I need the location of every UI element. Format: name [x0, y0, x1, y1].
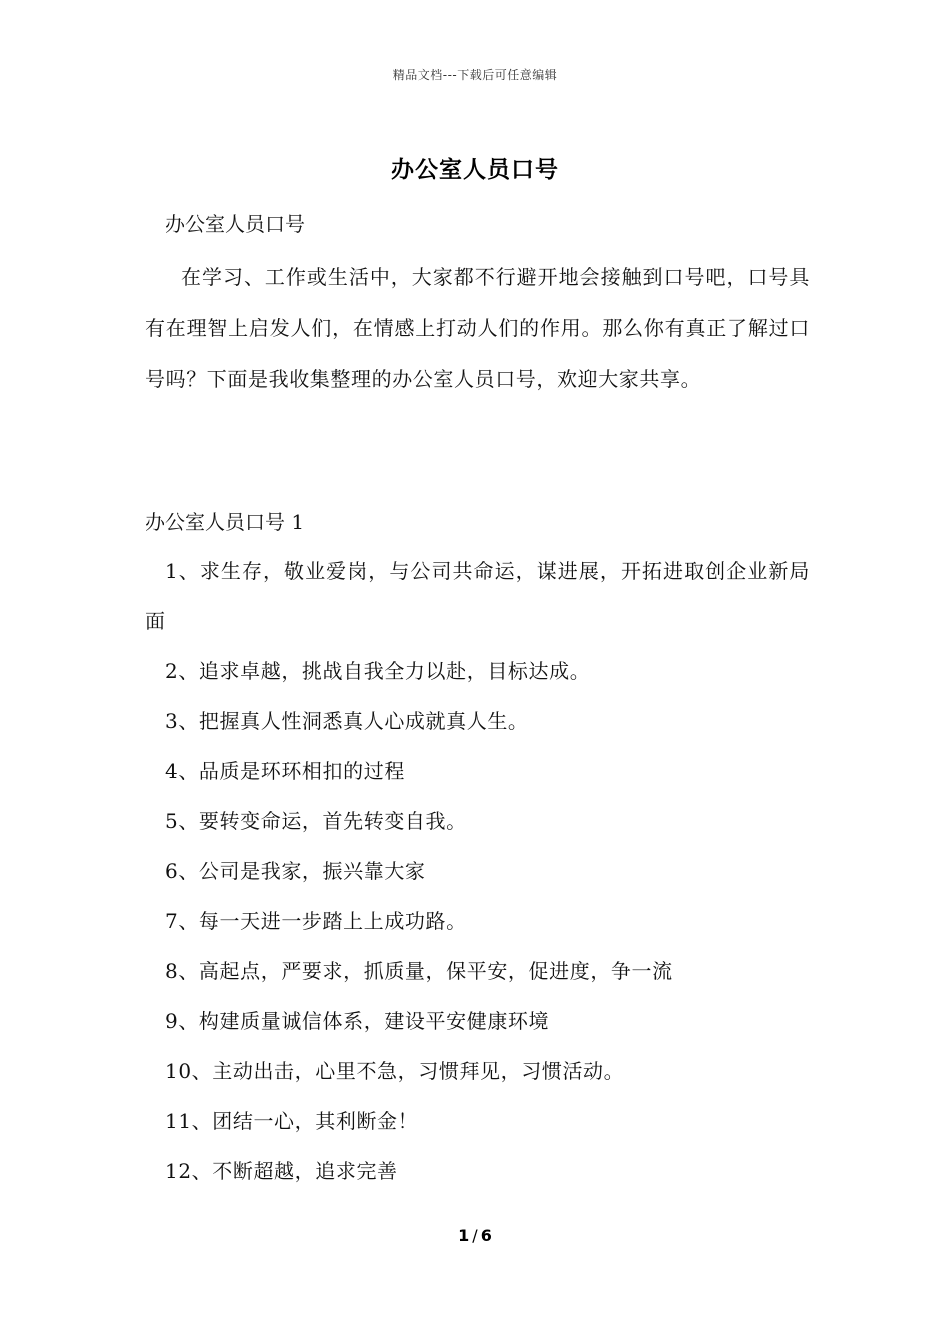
list-item: 1、求生存，敬业爱岗，与公司共命运，谋进展，开拓进取创企业新局面 [145, 559, 810, 633]
intro-paragraph: 在学习、工作或生活中，大家都不行避开地会接触到口号吧，口号具有在理智上启发人们，在情感上打动人们的作用。那么你有真正了解过口号吗？下面是我收集整理的办公室人员口号，欢迎大家共享。 [145, 265, 810, 391]
section-heading: 办公室人员口号 1 [145, 510, 305, 534]
page-header: 精品文档---下载后可任意编辑 [392, 68, 558, 82]
list-item: 3、把握真人性洞悉真人心成就真人生。 [165, 709, 529, 733]
list-item: 9、构建质量诚信体系，建设平安健康环境 [165, 1009, 550, 1033]
page-separator: / [472, 1226, 478, 1245]
list-item: 7、每一天进一步踏上上成功路。 [165, 909, 467, 933]
list-item: 8、高起点，严要求，抓质量，保平安，促进度，争一流 [165, 959, 673, 983]
current-page: 1 [458, 1226, 470, 1245]
document-title: 办公室人员口号 [391, 156, 559, 183]
total-pages: 6 [480, 1226, 492, 1245]
list-item: 2、追求卓越，挑战自我全力以赴，目标达成。 [165, 659, 591, 683]
list-item: 10、主动出击，心里不急，习惯拜见，习惯活动。 [165, 1059, 625, 1083]
list-item: 4、品质是环环相扣的过程 [165, 759, 405, 783]
list-item: 11、团结一心，其利断金！ [165, 1109, 419, 1133]
document-subtitle: 办公室人员口号 [165, 212, 305, 236]
slogan-list [145, 546, 810, 1196]
list-item: 12、不断超越，追求完善 [165, 1159, 398, 1183]
list-item: 6、公司是我家，振兴靠大家 [165, 859, 426, 883]
list-item: 5、要转变命运，首先转变自我。 [165, 809, 467, 833]
page-number [0, 1226, 950, 1245]
